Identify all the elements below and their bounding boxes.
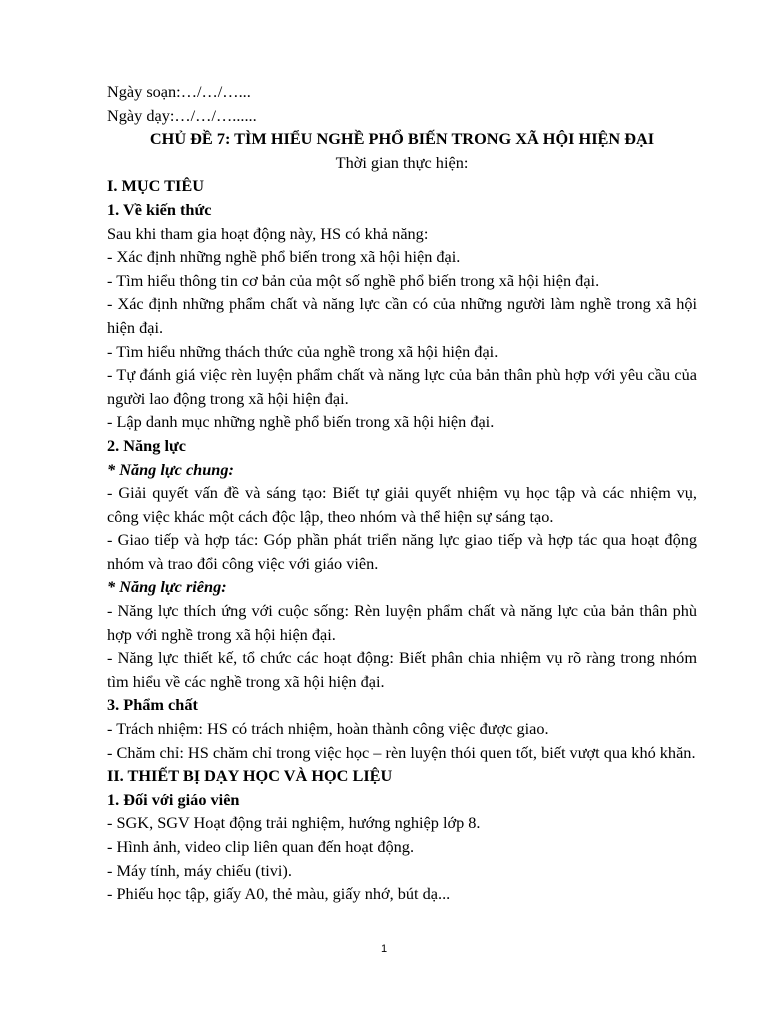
knowledge-item: - Tìm hiểu thông tin cơ bản của một số nghề phổ biến trong xã hội hiện đại. — [107, 270, 600, 290]
topic-title: CHỦ ĐỀ 7: TÌM HIỂU NGHỀ PHỔ BIẾN TRONG XÃ HỘI HIỆN ĐẠI — [149, 129, 655, 149]
teacher-heading: 1. Đối với giáo viên — [107, 789, 240, 809]
section-equipment-heading: II. THIẾT BỊ DẠY HỌC VÀ HỌC LIỆU — [107, 766, 393, 786]
teacher-item: - Phiếu học tập, giấy A0, thẻ màu, giấy nhớ, bút dạ... — [107, 884, 451, 904]
knowledge-item: - Lập danh mục những nghề phổ biến trong xã hội hiện đại. — [107, 412, 495, 432]
qualities-item: - Chăm chỉ: HS chăm chỉ trong việc học – rèn luyện thói quen tốt, biết vượt qua khó khăn. — [107, 742, 696, 762]
qualities-item: - Trách nhiệm: HS có trách nhiệm, hoàn thành công việc được giao. — [107, 719, 549, 739]
implementation-time: Thời gian thực hiện: — [335, 152, 469, 172]
competence-heading: 2. Năng lực — [107, 435, 186, 455]
knowledge-item: - Tìm hiểu những thách thức của nghề trong xã hội hiện đại. — [107, 341, 499, 361]
page-number: 1 — [380, 943, 388, 955]
general-competence-item: - Giao tiếp và hợp tác: Góp phần phát triển năng lực giao tiếp và hợp tác qua hoạt động nhóm và trao đổi công việc với giáo viên. — [107, 530, 697, 573]
section-objectives-heading: I. MỤC TIÊU — [107, 176, 204, 196]
preparation-date: Ngày soạn:…/…/…... — [107, 82, 251, 101]
teaching-date: Ngày dạy:…/…/…...... — [107, 105, 257, 125]
knowledge-intro: Sau khi tham gia hoạt động này, HS có khả năng: — [107, 223, 429, 243]
specific-competence-item: - Năng lực thiết kế, tổ chức các hoạt động: Biết phân chia nhiệm vụ rõ ràng trong nhóm tìm hiểu về các nghề trong xã hội hiện đại. — [107, 648, 697, 691]
specific-competence-item: - Năng lực thích ứng với cuộc sống: Rèn luyện phẩm chất và năng lực của bản thân phù hợp với nghề trong xã hội hiện đại. — [107, 601, 697, 644]
document-body — [107, 80, 697, 906]
general-competence-item: - Giải quyết vấn đề và sáng tạo: Biết tự giải quyết nhiệm vụ học tập và các nhiệm vụ, công việc khác một cách độc lập, theo nhóm và thể hiện sự sáng tạo. — [107, 483, 697, 526]
knowledge-heading: 1. Về kiến thức — [107, 199, 212, 219]
teacher-item: - Máy tính, máy chiếu (tivi). — [107, 860, 292, 880]
general-competence-heading: * Năng lực chung: — [107, 459, 234, 479]
knowledge-item: - Xác định những nghề phổ biến trong xã hội hiện đại. — [107, 247, 461, 267]
teacher-item: - SGK, SGV Hoạt động trải nghiệm, hướng nghiệp lớp 8. — [107, 813, 481, 833]
specific-competence-heading: * Năng lực riêng: — [107, 577, 227, 597]
qualities-heading: 3. Phẩm chất — [107, 695, 198, 715]
knowledge-item: - Tự đánh giá việc rèn luyện phẩm chất và năng lực của bản thân phù hợp với yêu cầu của người lao động trong xã hội hiện đại. — [107, 365, 697, 408]
teacher-item: - Hình ảnh, video clip liên quan đến hoạt động. — [107, 837, 415, 856]
knowledge-item: - Xác định những phẩm chất và năng lực cần có của những người làm nghề trong xã hội hiện đại. — [107, 294, 697, 337]
